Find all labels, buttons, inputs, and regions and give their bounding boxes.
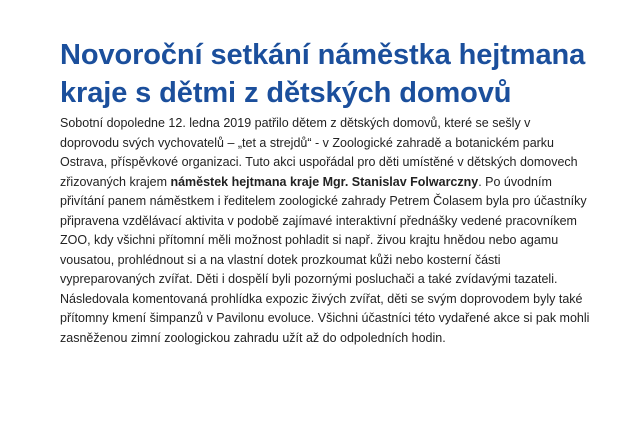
paragraph-text-start: Sobotní dopoledne 12. ledna 2019 patřilo dětem z dětských domovů, které se sešly v doprovodu svých vychovatelů – „tet a strejdů“ - v Zoologické zahradě a botanickém parku Ostrava, příspěvkové organizaci. Tuto akci uspořádal pro děti umístěné v dětských domovech zřizovaných krajem — [60, 116, 578, 189]
paragraph-text-end: . Po úvodním přivítání panem náměstkem i ředitelem zoologické zahrady Petrem Čolasem byla pro účastníky připravena vzdělávací aktivita v podobě zajímavé interaktivní přednášky vedené pracovníkem ZOO, kdy všichni přítomní měli možnost pohladit si např. živou krajtu hnědou nebo agamu vousatou, prohlédnout si a na vlastní dotek prozkoumat kůži nebo kosterní části vypreparovaných zvířat. Děti i dospělí byli pozornými posluchači a také zvídavými tazateli. Následovala komentovaná prohlídka expozic živých zvířat, děti se svým doprovodem byly také přítomny kmení šimpanzů v Pavilonu evoluce. Všichni účastníci této vydařené akce si pak mohli zasněženou zimní zoologickou zahradu užít až do odpoledních hodin. — [60, 174, 590, 345]
article-title: Novoroční setkání náměstka hejtmana kraje s dětmi z dětských domovů — [60, 39, 586, 109]
paragraph-bold-name: náměstek hejtmana kraje Mgr. Stanislav Folwarczny — [170, 174, 479, 189]
article-paragraph — [60, 114, 590, 348]
article — [60, 36, 590, 348]
